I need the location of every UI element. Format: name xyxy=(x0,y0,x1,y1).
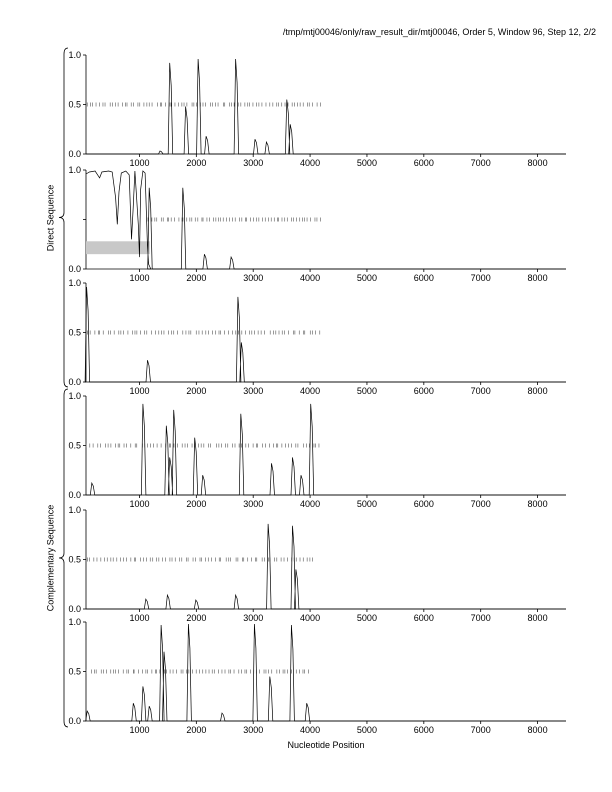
x-tick-label: 4000 xyxy=(300,386,321,396)
panel-6 xyxy=(68,617,566,735)
x-tick-label: 5000 xyxy=(356,725,377,735)
shaded-band xyxy=(86,241,150,254)
header-path: /tmp/mtj00046/only/raw_result_dir/mtj00046, Order 5, Window 96, Step 12, 2/2 xyxy=(282,27,596,37)
x-tick-label: 7000 xyxy=(470,386,491,396)
x-tick-label: 1000 xyxy=(129,386,150,396)
x-tick-label: 5000 xyxy=(356,613,377,623)
x-tick-label: 6000 xyxy=(413,613,434,623)
x-tick-label: 8000 xyxy=(527,613,548,623)
x-tick-label: 1000 xyxy=(129,273,150,283)
group-brace-complementary xyxy=(59,389,68,727)
panel-1 xyxy=(68,50,566,168)
x-tick-label: 6000 xyxy=(413,725,434,735)
x-tick-label: 6000 xyxy=(413,386,434,396)
x-tick-label: 8000 xyxy=(527,499,548,509)
x-tick-label: 8000 xyxy=(527,725,548,735)
x-tick-label: 3000 xyxy=(243,158,264,168)
x-tick-label: 4000 xyxy=(300,725,321,735)
x-tick-label: 5000 xyxy=(356,386,377,396)
series-line xyxy=(86,59,566,154)
y-tick-label: 0.5 xyxy=(68,554,81,565)
x-tick-label: 3000 xyxy=(243,273,264,283)
x-tick-label: 2000 xyxy=(186,725,207,735)
y-tick-label: 1.0 xyxy=(68,617,81,627)
group-label-direct: Direct Sequence xyxy=(44,184,55,251)
y-tick-label: 0.0 xyxy=(68,604,81,614)
panel-4 xyxy=(68,391,566,509)
y-tick-label: 1.0 xyxy=(68,50,81,60)
x-tick-label: 4000 xyxy=(300,613,321,623)
y-tick-label: 1.0 xyxy=(68,505,81,515)
x-tick-label: 6000 xyxy=(413,499,434,509)
x-axis-label: Nucleotide Position xyxy=(287,740,365,750)
x-tick-label: 2000 xyxy=(186,273,207,283)
group-label-complementary: Complementary Sequence xyxy=(44,504,55,612)
x-tick-label: 2000 xyxy=(186,499,207,509)
x-tick-label: 4000 xyxy=(300,499,321,509)
y-tick-label: 0.0 xyxy=(68,149,81,159)
y-tick-label: 1.0 xyxy=(68,391,81,401)
x-tick-label: 2000 xyxy=(186,158,207,168)
x-tick-label: 1000 xyxy=(129,158,150,168)
y-tick-label: 1.0 xyxy=(68,165,81,175)
x-tick-label: 7000 xyxy=(470,273,491,283)
x-tick-label: 5000 xyxy=(356,499,377,509)
panel-2 xyxy=(68,165,566,283)
x-tick-label: 8000 xyxy=(527,158,548,168)
x-tick-label: 1000 xyxy=(129,725,150,735)
x-tick-label: 7000 xyxy=(470,725,491,735)
x-tick-label: 7000 xyxy=(470,499,491,509)
x-tick-label: 2000 xyxy=(186,386,207,396)
group-brace-direct xyxy=(59,48,68,387)
x-tick-label: 3000 xyxy=(243,725,264,735)
series-line xyxy=(86,624,566,721)
panel-3 xyxy=(68,278,566,396)
panel-5 xyxy=(68,505,566,623)
x-tick-label: 3000 xyxy=(243,386,264,396)
y-tick-label: 0.0 xyxy=(68,490,81,500)
y-tick-label: 0.0 xyxy=(68,264,81,274)
series-line xyxy=(85,287,566,382)
series-line xyxy=(86,524,566,609)
x-tick-label: 5000 xyxy=(356,273,377,283)
y-tick-label: 0.0 xyxy=(68,716,81,726)
x-tick-label: 4000 xyxy=(300,273,321,283)
x-tick-label: 3000 xyxy=(243,499,264,509)
y-tick-label: 0.5 xyxy=(68,99,81,110)
x-tick-label: 6000 xyxy=(413,273,434,283)
x-tick-label: 5000 xyxy=(356,158,377,168)
y-tick-label: 0.5 xyxy=(68,666,81,677)
x-tick-label: 8000 xyxy=(527,273,548,283)
x-tick-label: 3000 xyxy=(243,613,264,623)
y-tick-label: 0.5 xyxy=(68,440,81,451)
y-tick-label: 0.0 xyxy=(68,377,81,387)
y-tick-label: 0.5 xyxy=(68,327,81,338)
x-tick-label: 4000 xyxy=(300,158,321,168)
x-tick-label: 1000 xyxy=(129,499,150,509)
x-tick-label: 7000 xyxy=(470,158,491,168)
x-tick-label: 8000 xyxy=(527,386,548,396)
series-line xyxy=(86,171,566,269)
y-tick-label: 1.0 xyxy=(68,278,81,288)
x-tick-label: 1000 xyxy=(129,613,150,623)
x-tick-label: 2000 xyxy=(186,613,207,623)
x-tick-label: 7000 xyxy=(470,613,491,623)
x-tick-label: 6000 xyxy=(413,158,434,168)
series-line xyxy=(86,404,566,495)
